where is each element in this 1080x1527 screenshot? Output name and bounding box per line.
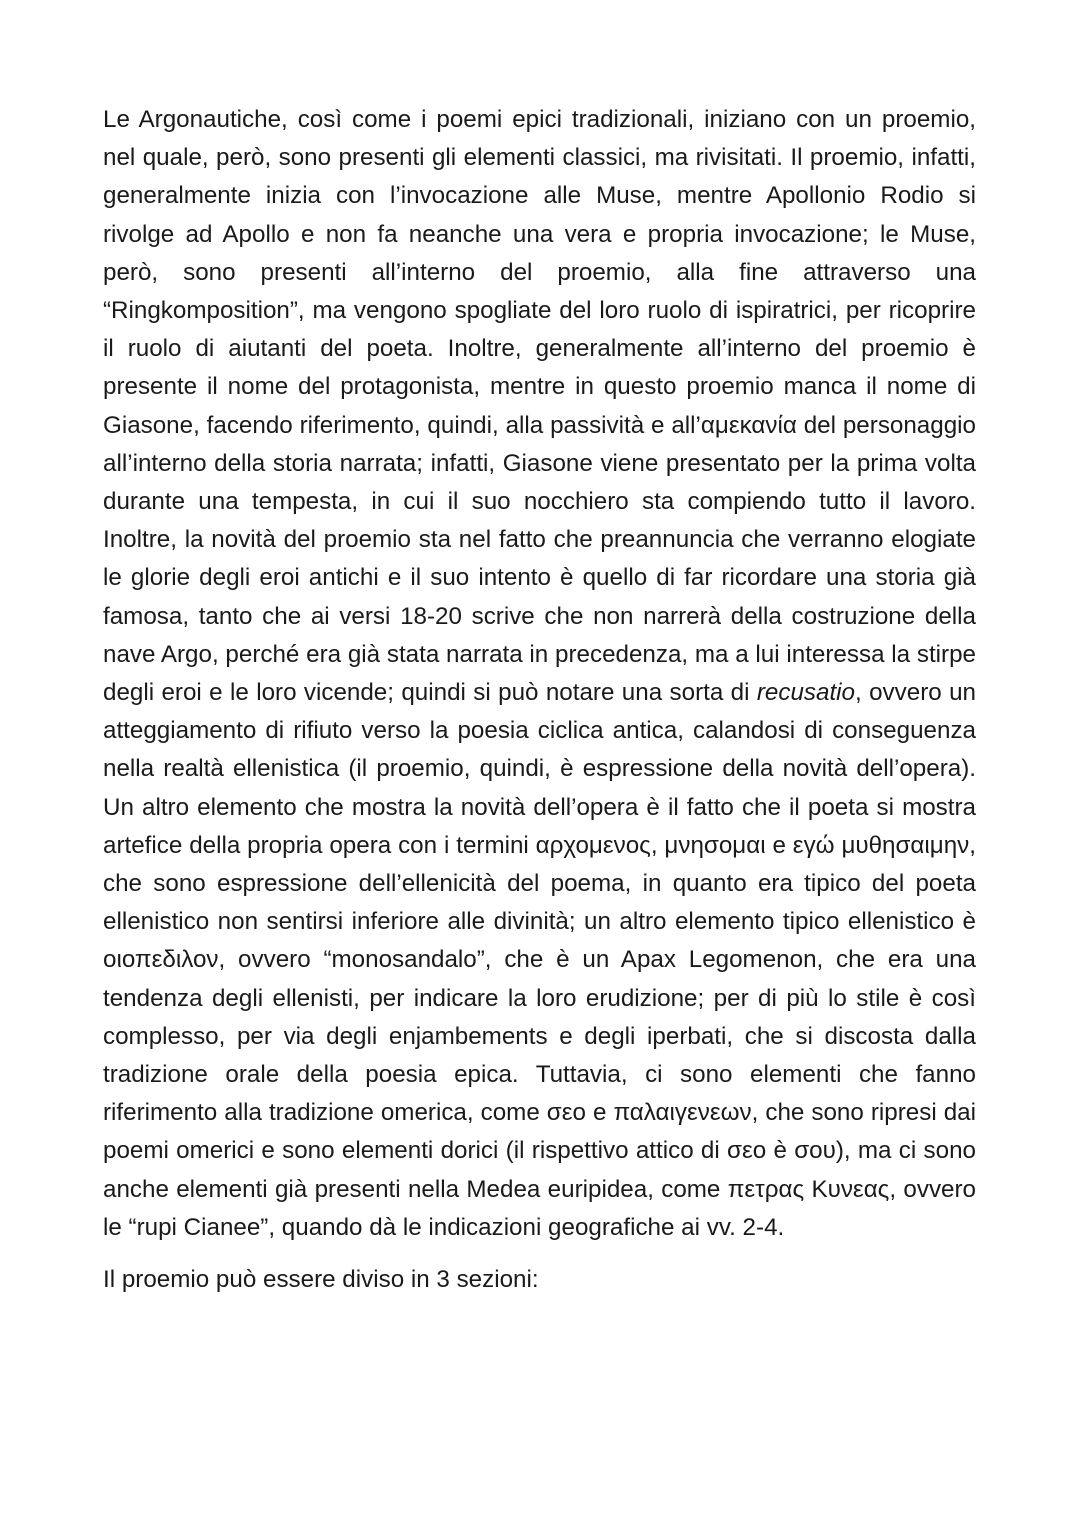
paragraph-sections-intro: Il proemio può essere diviso in 3 sezioni: [103, 1266, 539, 1294]
recusatio-emphasis: recusatio [756, 679, 856, 707]
paragraph-text-part1: Le Argonautiche, così come i poemi epici tradizionali, iniziano con un proemio, nel quale, però, sono presenti gli elementi classici, ma rivisitati. Il proemio, infatti, generalmente inizia con l’invocazione alle Muse, mentre Apollonio Rodio si rivolge ad Apollo e non fa neanche una vera e propria invocazione; le Muse, però, sono presenti all’interno del proemio, alla fine attraverso una “Ringkomposition”, ma vengono spogliate del loro ruolo di ispiratrici, per ricoprire il ruolo di aiutanti del poeta. Inoltre, generalmente all’interno del proemio è presente il nome del protagonista, mentre in questo proemio manca il nome di Giasone, facendo riferimento, quindi, alla passività e all’αμεκανία del personaggio all’interno della storia narrata; infatti, Giasone viene presentato per la prima volta durante una tempesta, in cui il suo nocchiero sta compiendo tutto il lavoro. Inoltre, la novità del proemio sta nel fatto che preannuncia che verranno elogiate le glorie degli eroi antichi e il suo intento è quello di far ricordare una storia già famosa, tanto che ai versi 18-20 scrive che non narrerà della costruzione della nave Argo, perché era già stata narrata in precedenza, ma a lui interessa la stirpe degli eroi e le loro vicende; quindi si può notare una sorta di [103, 106, 976, 707]
document-page [103, 101, 976, 1299]
paragraph-text-part2: , ovvero un atteggiamento di rifiuto verso la poesia ciclica antica, calandosi di conseguenza nella realtà ellenistica (il proemio, quindi, è espressione della novità dell’opera). Un altro elemento che mostra la novità dell’opera è il fatto che il poeta si mostra artefice della propria opera con i termini αρχομενος, μνησομαι e εγώ μυθησαιμην, che sono espressione dell’ellenicità del poema, in quanto era tipico del poeta ellenistico non sentirsi inferiore alle divinità; un altro elemento tipico ellenistico è οιοπεδιλον, ovvero “monosandalo”, che è un Apax Legomenon, che era una tendenza degli ellenisti, per indicare la loro erudizione; per di più lo stile è così complesso, per via degli enjambements e degli iperbati, che si discosta dalla tradizione orale della poesia epica. Tuttavia, ci sono elementi che fanno riferimento alla tradizione omerica, come σεο e παλαιγενεων, che sono ripresi dai poemi omerici e sono elementi dorici (il rispettivo attico di σεο è σου), ma ci sono anche elementi già presenti nella Medea euripidea, come πετρας Κυνεας, ovvero le “rupi Cianee”, quando dà le indicazioni geografiche ai vv. 2-4. [103, 679, 976, 1241]
paragraph-body [103, 101, 976, 1247]
